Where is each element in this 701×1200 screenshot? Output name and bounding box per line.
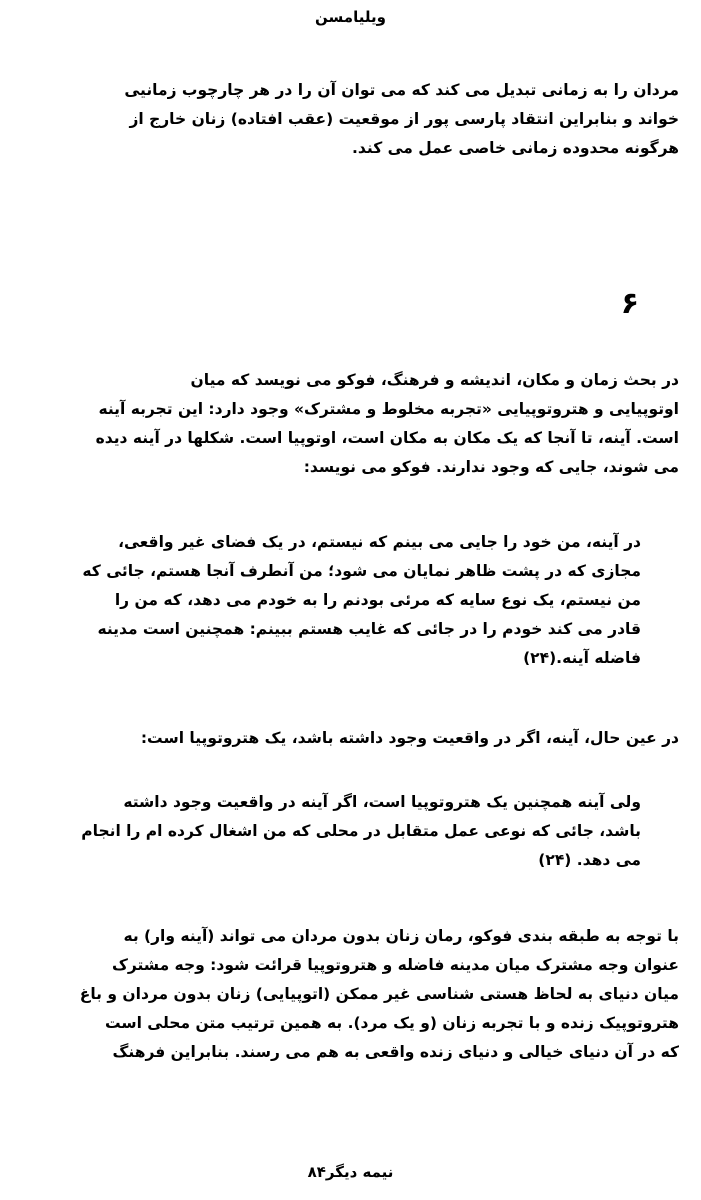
- quote-line: قادر می کند خودم را در جائی که غایب هستم ببینم: همچنین است مدینه: [97, 620, 641, 638]
- block-quote-1: [41, 528, 641, 673]
- quote-line: من نیستم، یک نوع سایه که مرئی بودنم را به خودم می دهد، که من را: [114, 591, 641, 609]
- paragraph-line: در بحث زمان و مکان، اندیشه و فرهنگ، فوکو می نویسد که میان: [190, 371, 679, 389]
- quote-line: در آینه، من خود را جایی می بینم که نیستم، در یک فضای غیر واقعی،: [118, 533, 641, 551]
- block-quote-2: [41, 788, 641, 875]
- paragraph-1: [19, 76, 679, 163]
- section-number: ۶: [620, 286, 639, 321]
- paragraph-line: با توجه به طبقه بندی فوکو، رمان زنان بدون مردان می تواند (آینه وار) به: [123, 927, 679, 945]
- quote-line: ولی آینه همچنین یک هتروتوپیا است، اگر آینه در واقعیت وجود داشته: [123, 793, 641, 811]
- quote-line: مجازی که در پشت ظاهر نمایان می شود؛ من آنطرف آنجا هستم، جائی که: [82, 562, 641, 580]
- paragraph-line: هتروتوپیک زنده و با تجربه زنان (و یک مرد). به همین ترتیب متن محلی است: [104, 1014, 679, 1032]
- quote-line: می دهد. (۲۴): [538, 851, 641, 869]
- page-footer: نیمه دیگر۸۴: [307, 1163, 394, 1181]
- paragraph-line: میان دنیای به لحاظ هستی شناسی غیر ممکن (اتوپیایی) زنان بدون مردان و باغ: [79, 985, 679, 1003]
- paragraph-line: در عین حال، آینه، اگر در واقعیت وجود داشته باشد، یک هتروتوپیا است:: [140, 729, 679, 747]
- paragraph-line: عنوان وجه مشترک میان مدینه فاضله و هتروتوپیا قرائت شود: وجه مشترک: [111, 956, 679, 974]
- quote-line: باشد، جائی که نوعی عمل متقابل در محلی که من اشغال کرده ام را انجام: [81, 822, 641, 840]
- paragraph-line: هرگونه محدوده زمانی خاصی عمل می کند.: [352, 139, 679, 157]
- paragraph-line: می شوند، جایی که وجود ندارند. فوکو می نویسد:: [303, 458, 679, 476]
- paragraph-3: [19, 724, 679, 753]
- paragraph-2: [19, 366, 679, 482]
- paragraph-4: [19, 922, 679, 1067]
- paragraph-line: اوتوپیایی و هتروتوپیایی «تجربه مخلوط و مشترک» وجود دارد: این تجربه آینه: [98, 400, 679, 418]
- paragraph-line: است. آینه، تا آنجا که یک مکان به مکان است، اوتوپیا است. شکلها در آینه دیده: [95, 429, 679, 447]
- paragraph-line: که در آن دنیای خیالی و دنیای زنده واقعی به هم می رسند. بنابراین فرهنگ: [112, 1043, 679, 1061]
- paragraph-line: خواند و بنابراین انتقاد پارسی پور از موقعیت (عقب افتاده) زنان خارج از: [129, 110, 679, 128]
- quote-line: فاضله آینه.(۲۴): [523, 649, 641, 667]
- paragraph-line: مردان را به زمانی تبدیل می کند که می توان آن را در هر چارچوب زمانیی: [124, 81, 679, 99]
- running-header: ویلیامسن: [315, 8, 386, 26]
